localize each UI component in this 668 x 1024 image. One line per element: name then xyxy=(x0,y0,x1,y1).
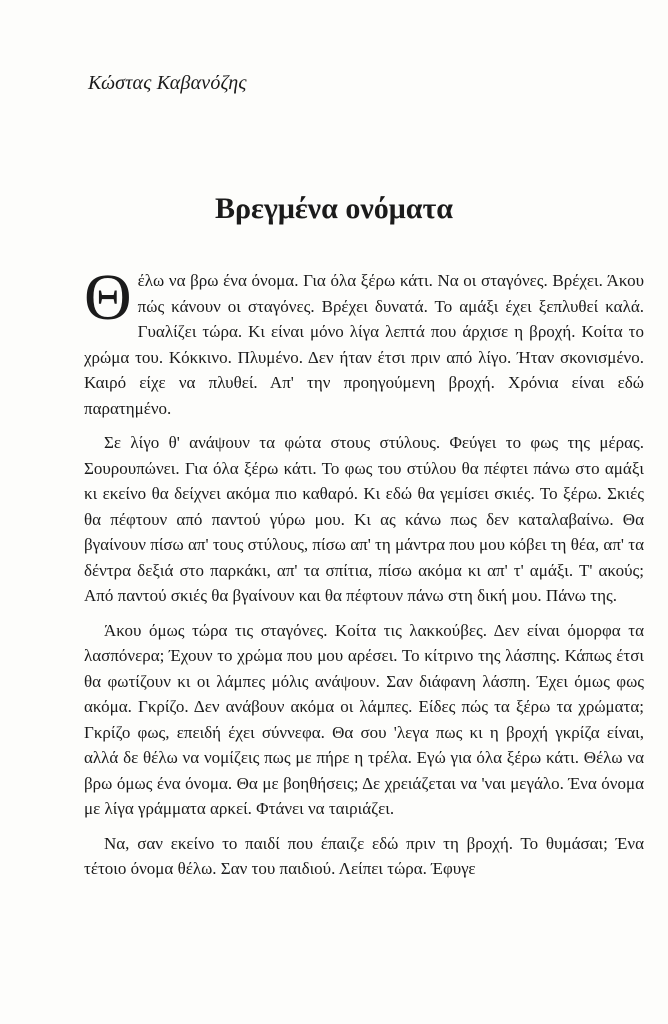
paragraph-1 xyxy=(84,261,644,421)
paragraph-2: Σε λίγο θ' ανάψουν τα φώτα στους στύλους. Φεύγει το φως της μέρας. Σουρουπώνει. Για όλα ξέρω κάτι. Το φως του στύλου θα πέφτει πάνω στο αμάξι κι εκείνο θα δείχνει ακόμα πιο καθαρό. Κι εδώ θα γεμίσει σκιές. Το ξέρω. Σκιές θα πέφτουν από παντού γύρω μου. Κι ας κάνω πως δεν καταλαβαίνω. Θα βγαίνουν πίσω απ' τους στύλους, πίσω απ' τη μάντρα που μου κόβει τη θέα, απ' τα δέντρα δεξιά στο παρκάκι, απ' τα σπίτια, πίσω ακόμα κι απ' τ' αμάξι. Τ' ακούς; Από παντού σκιές θα βγαίνουν και θα πέφτουν πάνω στη δική μου. Πάνω της. xyxy=(84,433,644,605)
drop-cap: Θ xyxy=(84,261,132,334)
running-header-author: Κώστας Καβανόζης xyxy=(88,72,247,94)
paragraph-4: Να, σαν εκείνο το παιδί που έπαιζε εδώ πριν τη βροχή. Το θυμάσαι; Ένα τέτοιο όνομα θέλω. Σαν του παιδιού. Λείπει τώρα. Έφυγε xyxy=(84,833,644,878)
story-body xyxy=(84,261,644,891)
paragraph-3: Άκου όμως τώρα τις σταγόνες. Κοίτα τις λακκούβες. Δεν είναι όμορφα τα λασπόνερα; Έχουν το χρώμα που μου αρέσει. Το κίτρινο της λάσπης. Κάπως έτσι θα φωτίζουν κι οι λάμπες μόλις ανάψουν. Σαν διάφανη λάσπη. Έχει όμως φως ακόμα. Γκρίζο. Δεν ανάβουν ακόμα οι λάμπες. Είδες πώς τα ξέρω τα χρώματα; Γκρίζο φως, επειδή έχει σύννεφα. Θα σου 'λεγα πως κι η βροχή γκρίζα είναι, αλλά δε θέλω να νομίζεις πως με πήρε η τρέλα. Εγώ για όλα ξέρω κάτι. Θέλω να βρω όμως ένα όνομα. Θα με βοηθήσεις; Δε χρειάζεται να 'ναι μεγάλο. Ένα όνομα με λίγα γράμματα αρκεί. Φτάνει να ταιριάζει. xyxy=(84,620,644,818)
paragraph-1-text: έλω να βρω ένα όνομα. Για όλα ξέρω κάτι. Να οι σταγόνες. Βρέχει. Άκου πώς κάνουν οι σταγόνες. Βρέχει δυνατά. Το αμάξι έχει ξεπλυθεί καλά. Γυαλίζει τώρα. Κι είναι μόνο λίγα λεπτά που άρχισε η βροχή. Κοίτα το χρώμα του. Κόκκινο. Πλυμένο. Δεν ήταν έτσι πριν από λίγο. Ήταν σκονισμένο. Καιρό είχε να πλυθεί. Απ' την προηγούμενη βροχή. Χρόνια είναι εδώ παρατημένο. xyxy=(84,271,644,418)
story-title: Βρεγμένα ονόματα xyxy=(214,192,454,225)
